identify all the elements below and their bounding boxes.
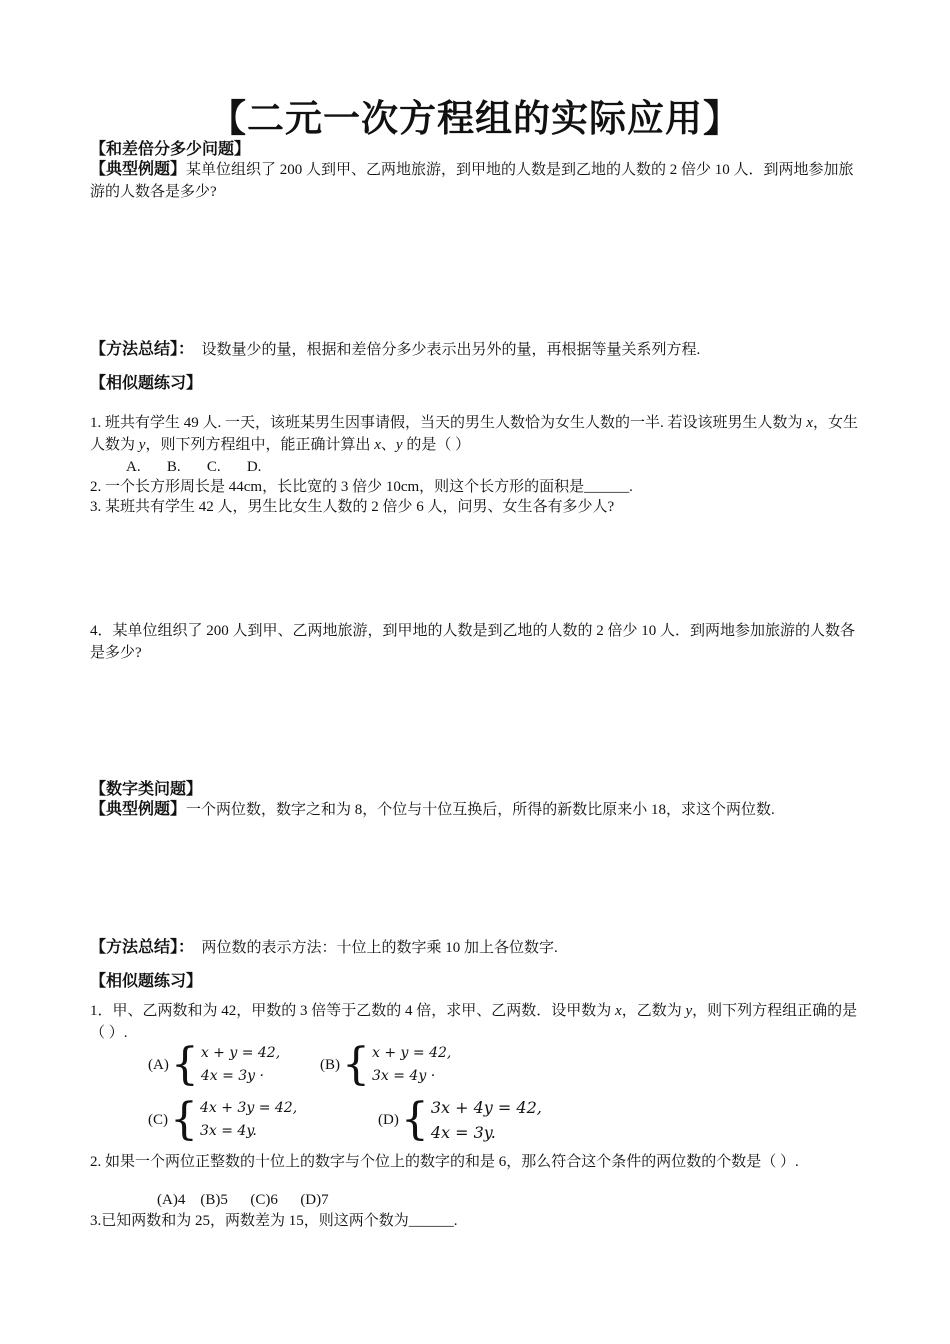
option-c	[148, 1094, 298, 1145]
option-label: (B)	[320, 1056, 340, 1073]
practice-heading-2: 【相似题练习】	[90, 971, 203, 990]
left-brace-icon: {	[400, 1094, 429, 1145]
example-text: 某单位组织了 200 人到甲、乙两地旅游，到甲地的人数是到乙地的人数的 2 倍少 10 人．到两地参加旅游的人数各是多少?	[90, 162, 854, 200]
practice-question-2-3: 3.已知两数和为 25，两数差为 15，则这两个数为______.	[90, 1213, 458, 1229]
variable-x: x	[615, 1003, 622, 1019]
example-text: 一个两位数，数字之和为 8，个位与十位互换后，所得的新数比原来小 18，求这个两位数.	[186, 802, 775, 818]
question-1-options: A. B. C. D.	[126, 459, 262, 475]
page-title: 【二元一次方程组的实际应用】	[209, 97, 741, 140]
option-label: (D)	[378, 1111, 399, 1128]
practice-question-1-3: 3. 某班共有学生 42 人，男生比女生人数的 2 倍少 6 人，问男、女生各有多少人?	[90, 499, 615, 515]
equation: 4x + 3y = 42,	[200, 1100, 298, 1116]
equation: x + y = 42,	[200, 1045, 281, 1061]
question-text: 1．甲、乙两数和为 42，甲数的 3 倍等于乙数的 4 倍，求甲、乙两数．设甲数为	[90, 1003, 616, 1019]
question-text: ，乙数为	[621, 1003, 686, 1019]
section-heading-digit-problems: 【数字类问题】	[90, 779, 203, 798]
practice-question-1-2: 2. 一个长方形周长是 44cm，长比宽的 3 倍少 10cm，则这个长方形的面积是______.	[90, 479, 633, 495]
variable-x: x	[374, 437, 381, 453]
equation: 3x + 4y = 42,	[430, 1098, 542, 1117]
method-text: 设数量少的量，根据和差倍分多少表示出另外的量，再根据等量关系列方程.	[201, 342, 701, 358]
left-brace-icon: {	[170, 1094, 198, 1145]
section-heading-sum-difference: 【和差倍分多少问题】	[90, 139, 251, 158]
equation: 4x = 3y ·	[200, 1068, 264, 1084]
example-problem-2	[90, 798, 865, 821]
example-problem-1	[90, 158, 865, 203]
method-text: 两位数的表示方法：十位上的数字乘 10 加上各位数字.	[201, 940, 558, 956]
left-brace-icon: {	[170, 1039, 199, 1090]
variable-y: y	[395, 437, 403, 453]
variable-x: x	[806, 415, 813, 431]
practice-question-2-2: 2. 如果一个两位正整数的十位上的数字与个位上的数字的和是 6，那么符合这个条件的两位数的个数是（ ）.	[90, 1154, 799, 1170]
separator: 、	[380, 437, 396, 453]
method-label: 【方法总结】：	[90, 339, 195, 358]
practice-heading-1: 【相似题练习】	[90, 373, 203, 392]
example-label: 【典型例题】	[90, 799, 187, 818]
practice-question-2-1	[90, 1000, 865, 1044]
practice-question-1-4: 4．某单位组织了 200 人到甲、乙两地旅游，到甲地的人数是到乙地的人数的 2 倍少 10 人．到两地参加旅游的人数各是多少?	[90, 623, 856, 661]
method-label: 【方法总结】：	[90, 937, 195, 956]
option-b	[320, 1039, 452, 1090]
practice-question-1-1	[90, 412, 865, 456]
variable-y: y	[685, 1003, 693, 1019]
equation: 3x = 4y.	[200, 1123, 257, 1139]
option-label: (A)	[148, 1056, 169, 1073]
equation: 4x = 3y.	[430, 1123, 496, 1142]
question-text: 的是（ ）	[402, 437, 471, 453]
method-summary-1	[90, 338, 865, 361]
question-2-2-options: (A)4 (B)5 (C)6 (D)7	[157, 1192, 329, 1208]
method-summary-2	[90, 936, 865, 959]
question-text: 1. 班共有学生 49 人. 一天，该班某男生因事请假，当天的男生人数恰为女生人数的一半. 若设该班男生人数为	[90, 415, 807, 431]
option-a	[148, 1039, 281, 1090]
equation-system	[431, 1095, 542, 1145]
variable-y: y	[138, 437, 146, 453]
equation: 3x = 4y ·	[372, 1068, 436, 1084]
example-label: 【典型例题】	[90, 159, 187, 178]
equation-system	[372, 1042, 451, 1088]
question-text: ，则下列方程组正确的是（ ）.	[90, 1003, 858, 1041]
left-brace-icon: {	[342, 1039, 370, 1090]
equation-system	[201, 1042, 280, 1088]
question-text: ，则下列方程组中，能正确计算出	[145, 437, 375, 453]
option-d	[378, 1095, 542, 1145]
option-label: (C)	[148, 1111, 168, 1128]
equation: x + y = 42,	[372, 1045, 452, 1061]
question-text: ，女生人数为	[90, 415, 858, 453]
equation-system	[200, 1097, 297, 1143]
